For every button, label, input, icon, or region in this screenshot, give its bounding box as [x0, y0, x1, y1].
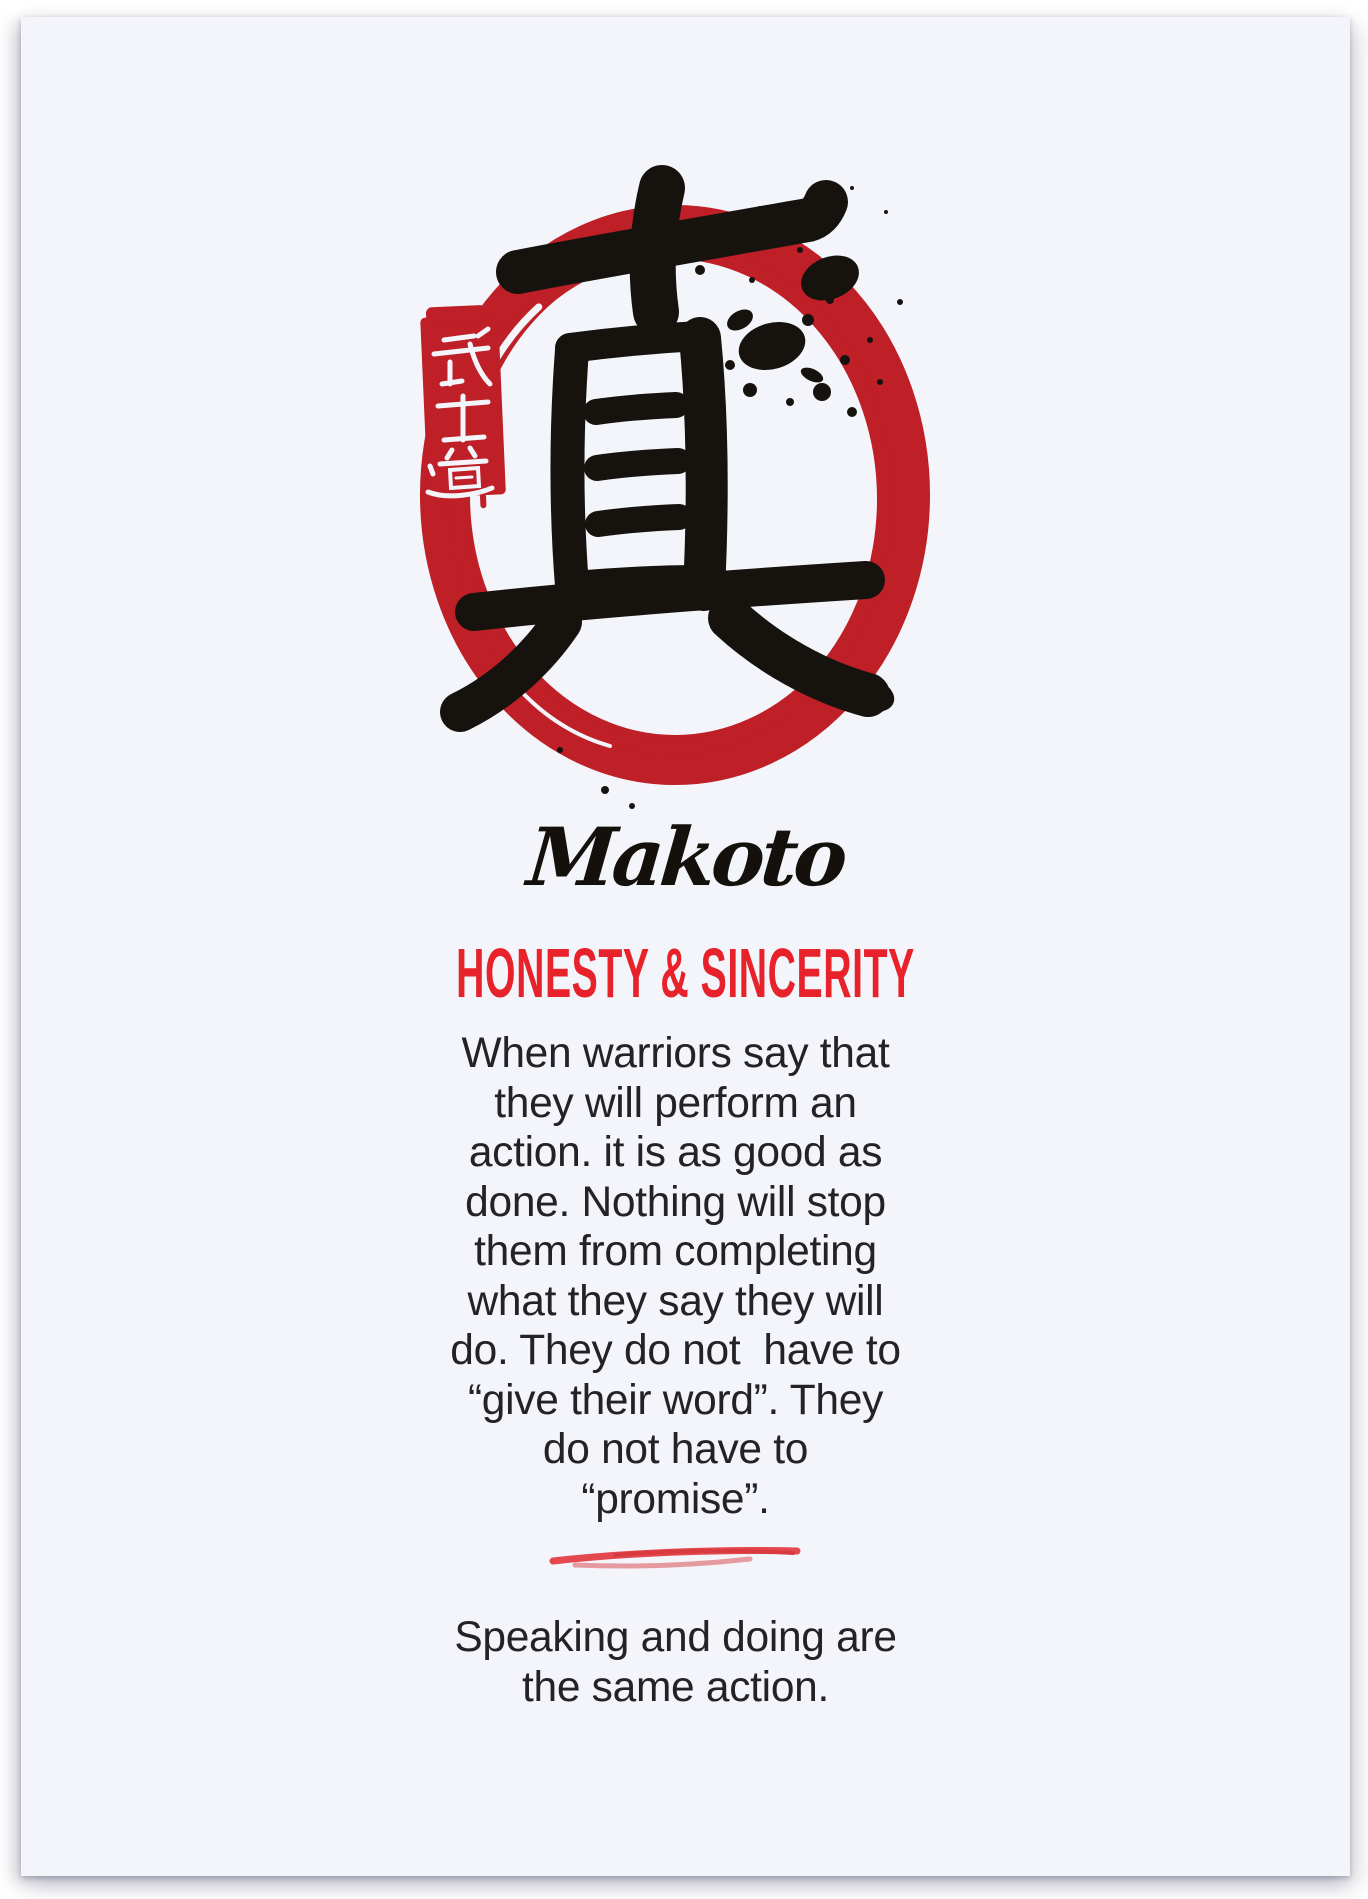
- subtitle: [21, 934, 1350, 1012]
- subtitle-text: HONESTY & SINCERITY: [456, 934, 915, 1012]
- closing-line: the same action.: [521, 1664, 830, 1711]
- romaji-title-text: Makoto: [523, 810, 848, 904]
- makoto-emblem: [400, 150, 960, 850]
- body-line: they will perform an: [494, 1079, 857, 1127]
- makoto-kanji: [460, 188, 899, 719]
- romaji-title: [21, 810, 1350, 904]
- body-line: done. Nothing will stop: [465, 1178, 886, 1226]
- body-line: When warriors say that: [461, 1030, 890, 1077]
- closing-line: Speaking and doing are: [454, 1614, 897, 1661]
- poster-card: [21, 17, 1350, 1876]
- body-line: them from completing: [474, 1228, 877, 1275]
- body-line: “promise”.: [581, 1475, 770, 1523]
- brush-divider-icon: [545, 1537, 805, 1573]
- body-line: do not have to: [542, 1426, 809, 1473]
- body-line: “give their word”. They: [467, 1376, 884, 1424]
- body-line: action. it is as good as: [468, 1129, 883, 1176]
- body-line: do. They do not have to: [450, 1327, 901, 1374]
- body-text: [1, 1029, 1350, 1524]
- closing-text: [1, 1613, 1350, 1713]
- body-line: what they say they will: [467, 1277, 884, 1325]
- bushido-patch: [420, 304, 507, 521]
